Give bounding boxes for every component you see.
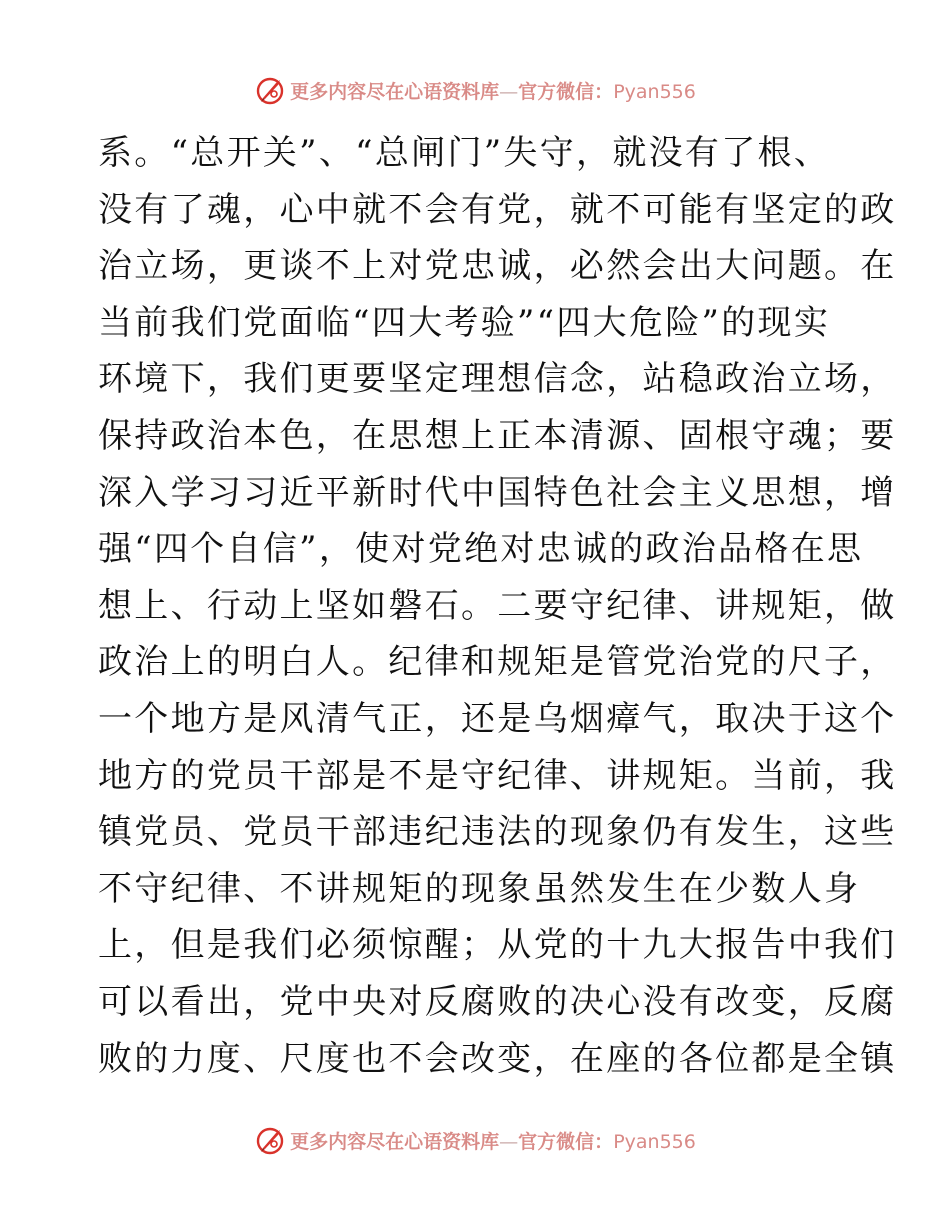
document-body — [98, 125, 897, 1087]
quill-pen-logo-icon — [254, 74, 286, 106]
body-line: 地方的党员干部是不是守纪律、讲规矩。当前，我 — [98, 755, 897, 796]
footer-wechat-id: Pyan556 — [613, 1130, 696, 1153]
body-line: 深入学习习近平新时代中国特色社会主义思想，增 — [98, 472, 897, 513]
body-line: 可以看出，党中央对反腐败的决心没有改变，反腐 — [98, 981, 897, 1022]
header-wechat-id: Pyan556 — [613, 80, 696, 103]
header-wechat-label: 官方微信： — [518, 80, 614, 103]
body-line: 系。“总开关”、“总闸门”失守，就没有了根、 — [98, 133, 831, 173]
body-line: 政治上的明白人。纪律和规矩是管党治党的尺子， — [98, 642, 897, 683]
footer-wechat-label: 官方微信： — [518, 1130, 614, 1153]
body-line: 强“四个自信”，使对党绝对忠诚的政治品格在思 — [98, 529, 864, 570]
body-line: 当前我们党面临“四大考验”“四大危险”的现实 — [98, 302, 831, 343]
body-line: 环境下，我们更要坚定理想信念，站稳政治立场， — [98, 359, 897, 400]
footer-brand-text: 更多内容尽在心语资料库 — [290, 1130, 500, 1153]
header-brand-text: 更多内容尽在心语资料库 — [290, 80, 500, 103]
body-line: 不守纪律、不讲规矩的现象虽然发生在少数人身 — [98, 868, 861, 909]
header-banner — [0, 70, 950, 110]
body-line: 一个地方是风清气正，还是乌烟瘴气，取决于这个 — [98, 698, 897, 739]
body-line: 没有了魂，心中就不会有党，就不可能有坚定的政 — [98, 189, 897, 230]
body-line: 想上、行动上坚如磐石。二要守纪律、讲规矩，做 — [98, 585, 897, 626]
body-line: 镇党员、党员干部违纪违法的现象仍有发生，这些 — [98, 812, 897, 853]
body-line: 保持政治本色，在思想上正本清源、固根守魂；要 — [98, 415, 897, 456]
body-line: 上，但是我们必须惊醒；从党的十九大报告中我们 — [98, 925, 897, 966]
footer-separator: — — [499, 1130, 519, 1153]
quill-pen-logo-icon — [254, 1124, 286, 1156]
body-line: 治立场，更谈不上对党忠诚，必然会出大问题。在 — [98, 246, 897, 287]
footer-banner — [0, 1120, 950, 1160]
body-line: 败的力度、尺度也不会改变，在座的各位都是全镇 — [98, 1038, 897, 1079]
header-separator: — — [499, 80, 519, 103]
